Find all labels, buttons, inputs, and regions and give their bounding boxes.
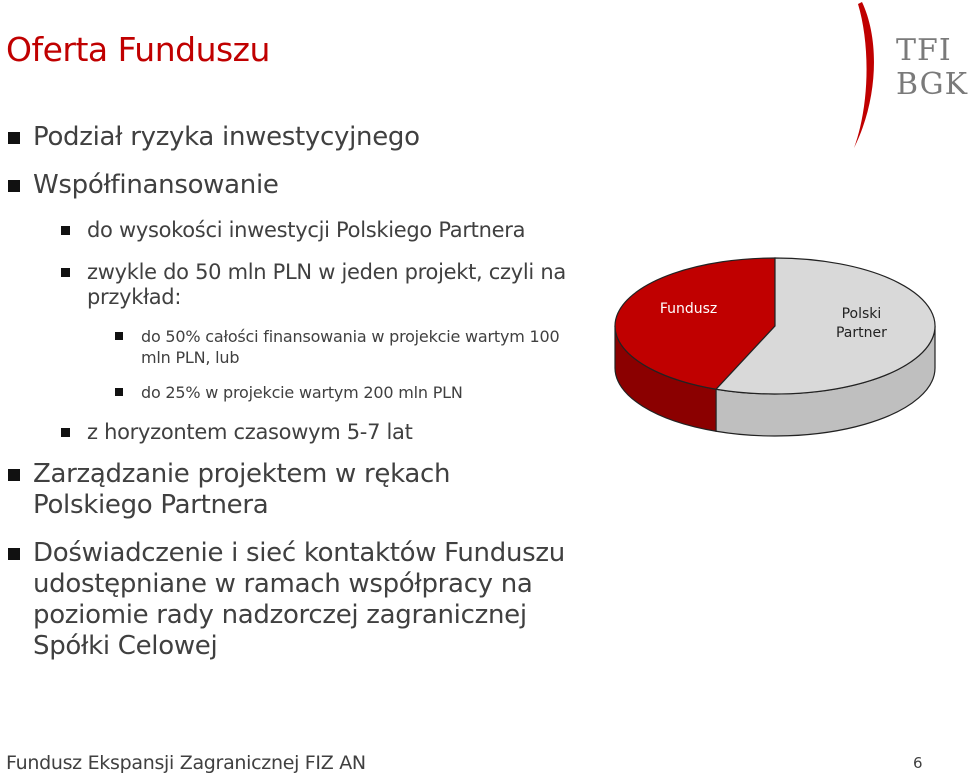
bullet-text: Doświadczenie i sieć kontaktów Funduszu udostępniane w ramach współpracy na poziomie rady nadzorczej zagranicznej Spółki Celowej: [33, 538, 565, 661]
bullet-square-icon: [61, 268, 70, 277]
bullet-square-icon: [8, 132, 20, 144]
bullet-square-icon: [61, 226, 70, 235]
bullet-risk-sharing: [33, 122, 593, 153]
pie-chart: [610, 254, 940, 450]
subbullet-horizon: [87, 420, 587, 445]
bullet-square-icon: [8, 180, 20, 192]
subsubbullet-25-percent: [141, 382, 581, 403]
footer-fund-name: Fundusz Ekspansji Zagranicznej FIZ AN: [6, 752, 366, 774]
bullet-text: do 50% całości finansowania w projekcie wartym 100 mln PLN, lub: [141, 327, 560, 367]
bullet-text: Zarządzanie projektem w rękach Polskiego Partnera: [33, 459, 451, 520]
pie-label-polski-partner: Polski Partner: [835, 306, 887, 342]
bullet-square-icon: [8, 548, 20, 560]
bullet-text: Współfinansowanie: [33, 170, 279, 200]
pie-tops: [615, 258, 935, 394]
bullet-square-icon: [115, 332, 123, 340]
pie-label-fundusz: Fundusz: [659, 300, 718, 317]
bullet-cofinancing: [33, 170, 593, 201]
subbullet-50mln: [87, 260, 567, 310]
subbullet-partner-investment: [87, 218, 587, 243]
bullet-text: Podział ryzyka inwestycyjnego: [33, 122, 420, 152]
logo-text-bgk: BGK: [896, 67, 968, 102]
bullet-square-icon: [115, 388, 123, 396]
bullet-text: do 25% w projekcie wartym 200 mln PLN: [141, 383, 463, 402]
bullet-square-icon: [61, 428, 70, 437]
bullet-experience: [33, 538, 573, 662]
bullet-text: z horyzontem czasowym 5-7 lat: [87, 420, 413, 444]
page-number: 6: [913, 754, 923, 772]
page-title: Oferta Funduszu: [6, 30, 270, 69]
bullet-text: do wysokości inwestycji Polskiego Partnera: [87, 218, 526, 242]
subsubbullet-50-percent: [141, 326, 566, 368]
bullet-project-management: [33, 459, 503, 521]
logo-text-tfi: TFI: [896, 33, 952, 68]
bullet-text: zwykle do 50 mln PLN w jeden projekt, czyli na przykład:: [87, 260, 566, 309]
bullet-square-icon: [8, 469, 20, 481]
